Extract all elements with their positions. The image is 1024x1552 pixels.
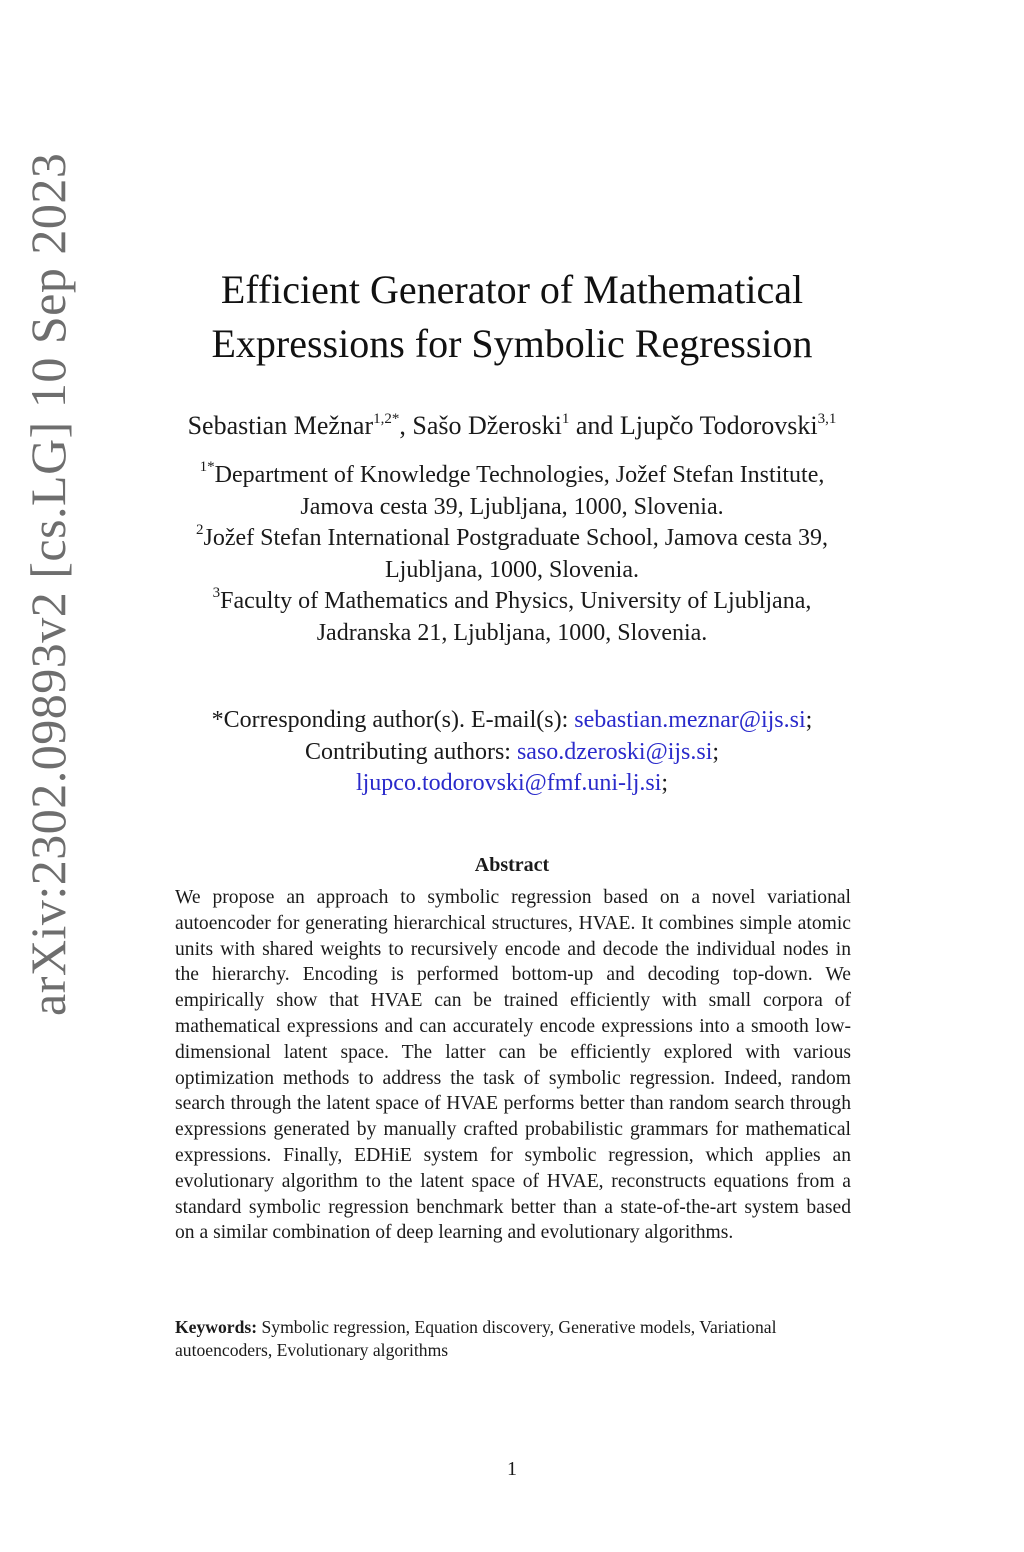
affiliation-2-line-1: [120, 523, 904, 555]
abstract-text: We propose an approach to symbolic regression based on a novel variational autoencoder for generating hierarchical structures, HVAE. It combines simple atomic units with shared weights to recursively encode and decode the individual nodes in the hierarchy. Encoding is performed bottom-up and decoding top-down. We empirically show that HVAE can be trained efficiently with small corpora of mathematical expressions and can accurately encode expressions into a smooth low-dimensional latent space. The latter can be efficiently explored with various optimization methods to address the task of symbolic regression. Indeed, random search through the latent space of HVAE performs better than random search through expressions generated by manually crafted probabilistic grammars for mathematical expressions. Finally, EDHiE system for symbolic regression, which applies an evolutionary algorithm to the latent space of HVAE, reconstructs equations from a standard symbolic regression benchmark better than a state-of-the-art system based on a similar combination of deep learning and evolutionary algorithms.: [175, 887, 851, 1244]
abstract-heading: Abstract: [474, 854, 550, 876]
correspondence-block: [120, 705, 904, 800]
author-2-affiliation-marker: 1: [561, 411, 570, 427]
affiliation-3-text: Faculty of Mathematics and Physics, University of Ljubljana,: [220, 588, 812, 614]
third-email-line: [120, 768, 904, 800]
author-separator: and: [569, 411, 620, 440]
author-1-name: Sebastian Mežnar: [187, 411, 374, 440]
author-3-affiliation-marker: 3,1: [817, 411, 837, 427]
author-1-affiliation-marker: 1,2*: [373, 411, 400, 427]
semicolon: ;: [661, 770, 669, 796]
keywords-block: [175, 1316, 851, 1362]
affiliation-3-line-2: Jadranska 21, Ljubljana, 1000, Slovenia.: [316, 619, 708, 646]
contributing-authors-label: Contributing authors:: [304, 738, 517, 765]
affiliation-2-line-2: Ljubljana, 1000, Slovenia.: [385, 556, 639, 583]
semicolon: ;: [805, 707, 813, 733]
affiliation-2-marker: 2: [196, 522, 204, 538]
keywords-label: Keywords:: [175, 1317, 258, 1337]
email-link-sebastian[interactable]: sebastian.meznar@ijs.si: [574, 707, 806, 733]
arxiv-identifier-stamp: arXiv:2302.09893v2 [cs.LG] 10 Sep 2023: [20, 152, 76, 1016]
affiliation-1-marker: 1*: [199, 459, 215, 475]
contributing-authors-line: [120, 737, 904, 769]
keywords-text: Symbolic regression, Equation discovery, Generative models, Variational autoencoders, Evolutionary algorithms: [175, 1317, 777, 1360]
corresponding-author-label: *Corresponding author(s). E-mail(s):: [211, 707, 575, 733]
affiliation-1-line-2: Jamova cesta 39, Ljubljana, 1000, Slovenia.: [300, 493, 724, 520]
affiliation-3-line-1: [120, 586, 904, 618]
author-list: [120, 408, 904, 444]
email-link-saso[interactable]: saso.dzeroski@ijs.si: [516, 738, 713, 765]
title-line-1: Efficient Generator of Mathematical: [220, 267, 804, 312]
author-separator: ,: [399, 411, 413, 440]
affiliation-3-marker: 3: [212, 585, 221, 601]
paper-title: [150, 263, 874, 371]
corresponding-author-line: [120, 705, 904, 737]
affiliation-list: [120, 460, 904, 649]
author-2-name: Sašo Džeroski: [412, 411, 562, 440]
affiliation-2-text: Jožef Stefan International Postgraduate School, Jamova cesta 39,: [203, 525, 828, 551]
author-3-name: Ljupčo Todorovski: [619, 411, 818, 440]
affiliation-1-text: Department of Knowledge Technologies, Jožef Stefan Institute,: [214, 462, 825, 488]
title-line-2: Expressions for Symbolic Regression: [211, 321, 813, 366]
semicolon: ;: [712, 738, 720, 765]
email-link-ljupco[interactable]: ljupco.todorovski@fmf.uni-lj.si: [355, 770, 662, 796]
affiliation-1-line-1: [120, 460, 904, 492]
page-number: 1: [507, 1458, 517, 1480]
